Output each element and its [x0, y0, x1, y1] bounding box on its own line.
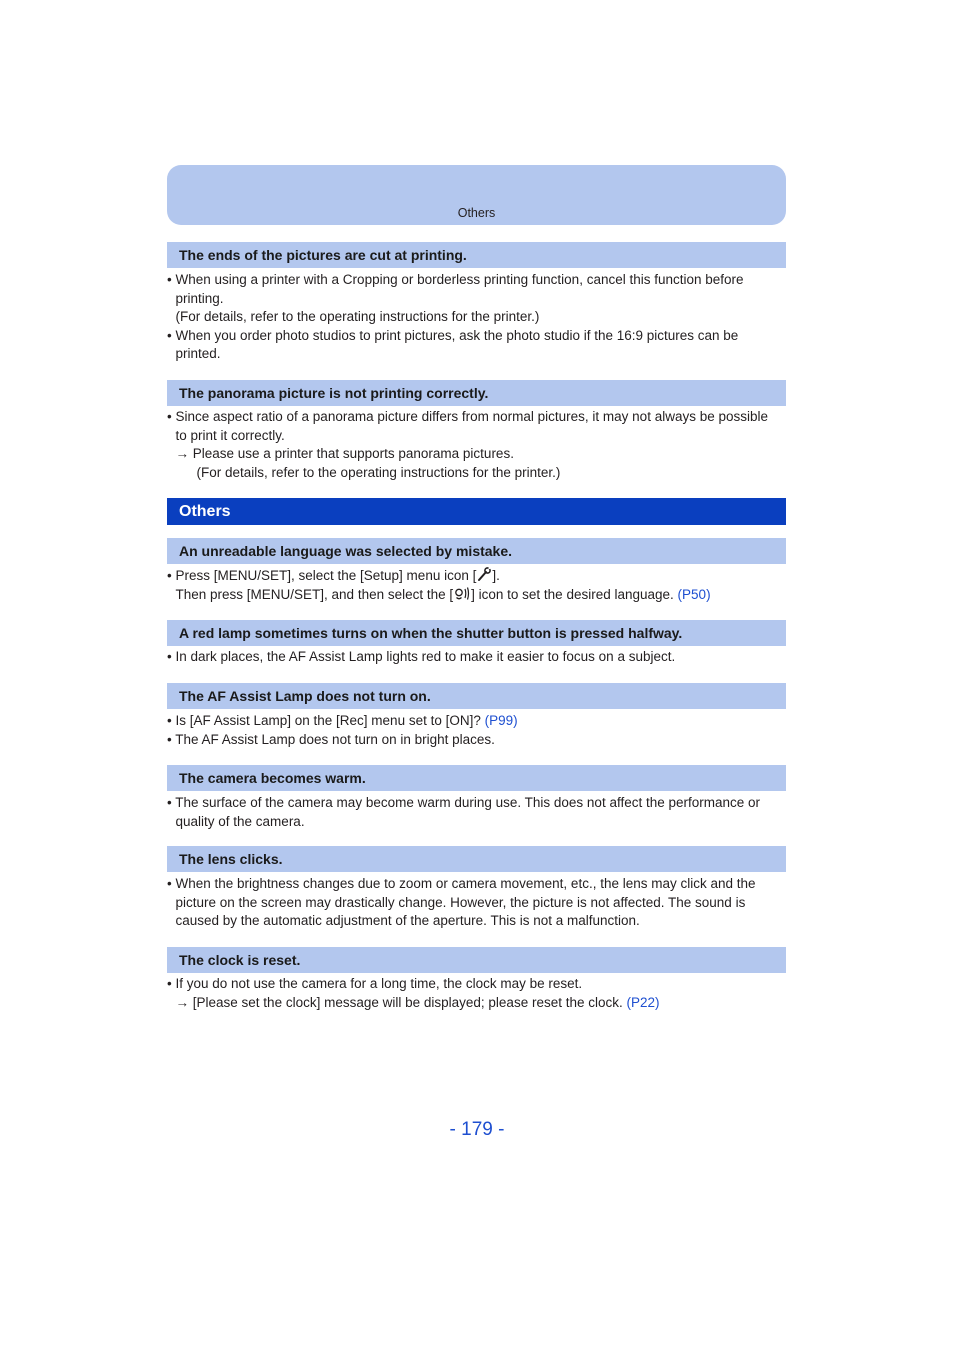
section-heading-camera-warm: The camera becomes warm.: [167, 765, 786, 791]
body-text: caused by the automatic adjustment of the aperture. This is not a malfunction.: [175, 913, 640, 928]
page-number: - 179 -: [449, 1119, 505, 1140]
body-text: • When the brightness changes due to zoom or camera movement, etc., the lens may click and the: [167, 876, 756, 891]
body-text: ].: [492, 568, 500, 583]
section-heading-panorama: The panorama picture is not printing correctly.: [167, 380, 786, 406]
body-text-arrow-line: [167, 994, 816, 1013]
section-heading-print-cut: The ends of the pictures are cut at printing.: [167, 242, 786, 268]
body-text: • When using a printer with a Cropping or borderless printing function, cancel this function before: [167, 272, 744, 287]
major-heading-others: Others: [167, 498, 786, 525]
body-text: printing.: [175, 290, 224, 306]
body-text: (For details, refer to the operating instructions for the printer.): [175, 309, 540, 324]
arrow-icon: →: [175, 994, 189, 1010]
body-text-line: [167, 712, 807, 731]
header-tab-label: Others: [457, 206, 496, 220]
body-text: to print it correctly.: [175, 427, 285, 443]
body-text: • Press [MENU/SET], select the [Setup] menu icon [: [167, 568, 477, 583]
body-text: Then press [MENU/SET], and then select the [: [175, 586, 454, 602]
body-text: • When you order photo studios to print pictures, ask the photo studio if the 16:9 pictures can be: [167, 327, 739, 343]
section-heading-clock-reset: The clock is reset.: [167, 947, 786, 973]
body-text: ] icon to set the desired language.: [471, 586, 674, 602]
body-text-line: [167, 586, 816, 607]
body-text: • Is [AF Assist Lamp] on the [Rec] menu set to [ON]?: [167, 713, 481, 728]
body-text: • In dark places, the AF Assist Lamp lights red to make it easier to focus on a subject.: [167, 649, 676, 664]
section-heading-af-assist: The AF Assist Lamp does not turn on.: [167, 683, 786, 709]
language-icon: [453, 586, 471, 607]
body-text: Please use a printer that supports panorama pictures.: [192, 446, 514, 461]
body-text-arrow-line: [167, 445, 816, 464]
section-heading-red-lamp: A red lamp sometimes turns on when the shutter button is pressed halfway.: [167, 620, 786, 646]
header-tab: [167, 165, 786, 225]
page-link-p99[interactable]: (P99): [484, 713, 518, 728]
body-text: quality of the camera.: [175, 813, 305, 829]
body-text: printed.: [175, 346, 221, 361]
body-text-line: [167, 567, 807, 588]
body-text: (For details, refer to the operating instructions for the printer.): [196, 464, 561, 480]
body-text: • The AF Assist Lamp does not turn on in bright places.: [167, 731, 495, 747]
body-text: • The surface of the camera may become warm during use. This does not affect the performance or: [167, 795, 761, 810]
section-heading-lens-clicks: The lens clicks.: [167, 846, 786, 872]
arrow-icon: →: [175, 446, 189, 461]
page-link-p22[interactable]: (P22): [626, 994, 660, 1010]
section-heading-language: An unreadable language was selected by mistake.: [167, 538, 786, 564]
wrench-icon: [476, 567, 492, 588]
body-text: • If you do not use the camera for a long time, the clock may be reset.: [167, 976, 583, 991]
body-text: [Please set the clock] message will be displayed; please reset the clock.: [192, 994, 623, 1010]
body-text: picture on the screen may drastically change. However, the picture is not affected. The sound is: [175, 894, 746, 910]
body-text: • Since aspect ratio of a panorama picture differs from normal pictures, it may not always be possible: [167, 409, 769, 424]
page-link-p50[interactable]: (P50): [677, 586, 711, 602]
